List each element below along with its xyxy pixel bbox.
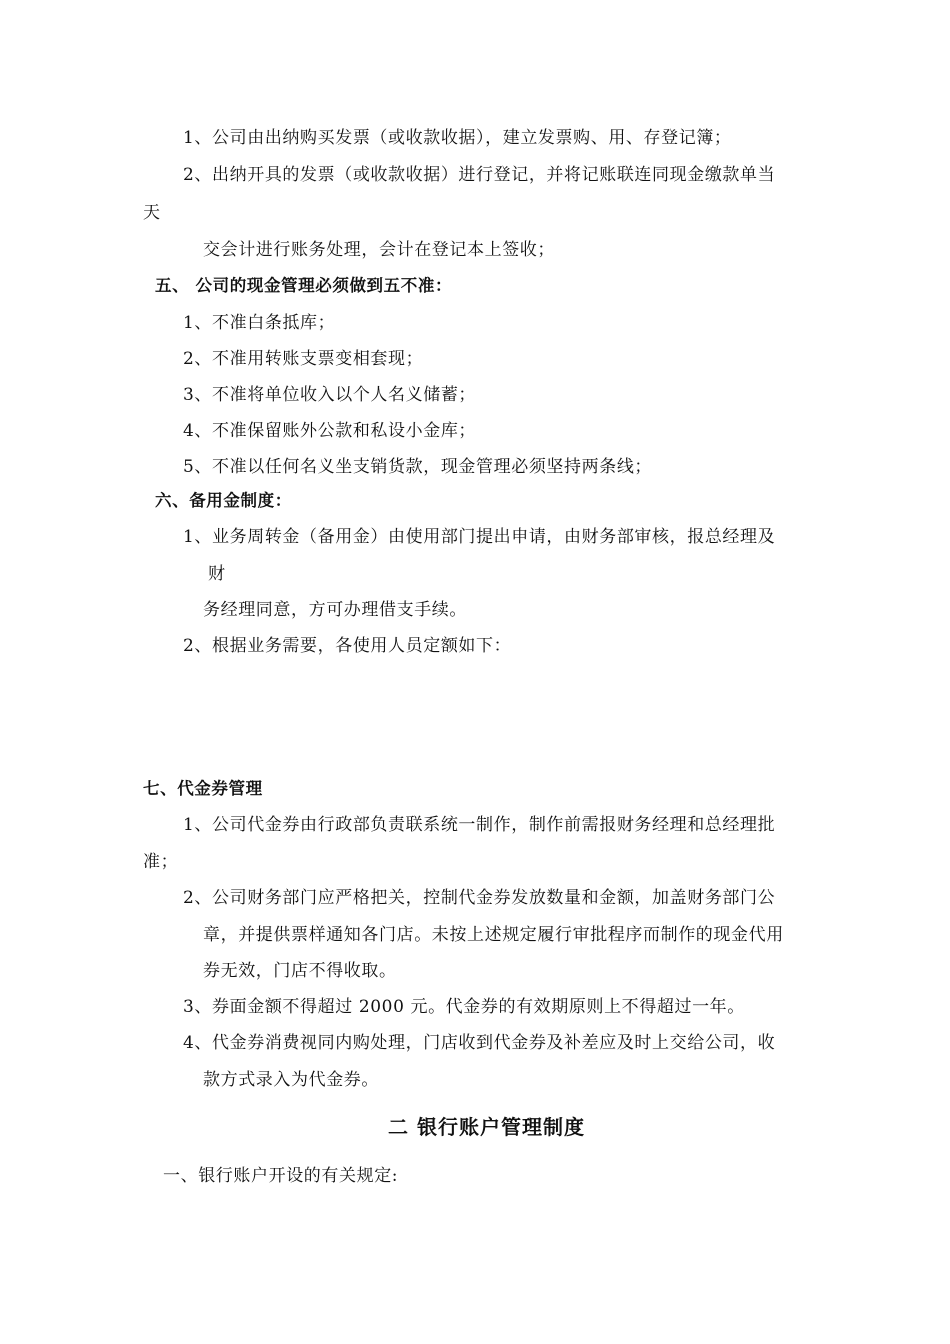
invoice-item-2-continued: 天 — [143, 203, 161, 223]
vouchers-item-2-continued: 章，并提供票样通知各门店。未按上述规定履行审批程序而制作的现金代用 — [203, 925, 784, 945]
five-rules-item-1: 1、不准白条抵库； — [183, 313, 336, 333]
petty-cash-item-1-continued-line: 务经理同意，方可办理借支手续。 — [203, 600, 467, 620]
invoice-item-2: 2、出纳开具的发票（或收款收据）进行登记，并将记账联连同现金缴款单当 — [183, 165, 776, 185]
bank-section-title: 二 银行账户管理制度 — [388, 1115, 585, 1139]
vouchers-item-3: 3、券面金额不得超过 2000 元。代金券的有效期原则上不得超过一年。 — [183, 997, 745, 1017]
vouchers-item-2: 2、公司财务部门应严格把关，控制代金券发放数量和金额，加盖财务部门公 — [183, 888, 776, 908]
five-rules-item-3: 3、不准将单位收入以个人名义储蓄； — [183, 385, 477, 405]
petty-cash-heading: 六、备用金制度： — [155, 491, 292, 510]
invoice-item-1: 1、公司由出纳购买发票（或收款收据），建立发票购、用、存登记簿； — [183, 128, 732, 148]
vouchers-item-1: 1、公司代金券由行政部负责联系统一制作，制作前需报财务经理和总经理批 — [183, 815, 776, 835]
petty-cash-item-1: 1、业务周转金（备用金）由使用部门提出申请，由财务部审核，报总经理及 — [183, 527, 776, 547]
vouchers-item-1-continued: 准； — [143, 852, 179, 872]
five-rules-item-5: 5、不准以任何名义坐支销货款，现金管理必须坚持两条线； — [183, 457, 653, 477]
vouchers-item-4: 4、代金券消费视同内购处理，门店收到代金券及补差应及时上交给公司，收 — [183, 1033, 776, 1053]
petty-cash-item-2: 2、根据业务需要，各使用人员定额如下： — [183, 636, 512, 656]
bank-first-item: 一、银行账户开设的有关规定: — [163, 1166, 399, 1186]
five-rules-heading: 五、 公司的现金管理必须做到五不准： — [155, 276, 453, 295]
vouchers-item-4-continued: 款方式录入为代金券。 — [203, 1070, 379, 1090]
invoice-item-2-continued-line: 交会计进行账务处理，会计在登记本上签收； — [203, 240, 555, 260]
five-rules-item-4: 4、不准保留账外公款和私设小金库； — [183, 421, 477, 441]
vouchers-item-2-continued-line: 券无效，门店不得收取。 — [203, 961, 397, 981]
petty-cash-item-1-continued: 财 — [208, 564, 226, 584]
five-rules-item-2: 2、不准用转账支票变相套现； — [183, 349, 424, 369]
vouchers-heading: 七、代金券管理 — [143, 779, 263, 798]
